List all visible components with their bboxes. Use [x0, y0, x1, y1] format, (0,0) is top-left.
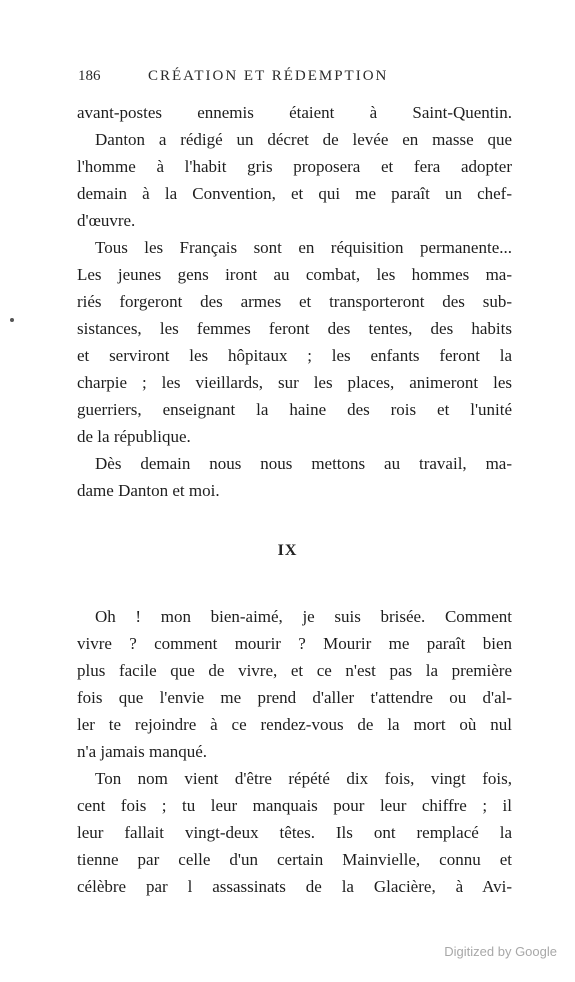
margin-speck: [10, 318, 14, 322]
running-header: [78, 68, 518, 90]
text-line: cent fois ; tu leur manquais pour leur chiffre ; il: [77, 796, 512, 815]
text-line: de la république.: [77, 427, 191, 446]
text-line: fois que l'envie me prend d'aller t'attendre ou d'al-: [77, 688, 512, 707]
text-line: Tous les Français sont en réquisition permanente...: [95, 238, 512, 257]
text-line: célèbre par l assassinats de la Glacière, à Avi-: [77, 877, 512, 896]
text-line: riés forgeront des armes et transporteront des sub-: [77, 292, 512, 311]
text-line: vivre ? comment mourir ? Mourir me paraît bien: [77, 634, 512, 653]
text-line: Oh ! mon bien-aimé, je suis brisée. Comment: [95, 607, 512, 626]
text-line: Ton nom vient d'être répété dix fois, vingt fois,: [95, 769, 512, 788]
page-number: 186: [78, 68, 101, 84]
text-line: plus facile que de vivre, et ce n'est pas la première: [77, 661, 512, 680]
text-line: sistances, les femmes feront des tentes, des habits: [77, 319, 512, 338]
text-line: Les jeunes gens iront au combat, les hommes ma-: [77, 265, 512, 284]
text-line: et serviront les hôpitaux ; les enfants feront la: [77, 346, 512, 365]
text-line: Danton a rédigé un décret de levée en masse que: [95, 130, 512, 149]
text-line: guerriers, enseignant la haine des rois et l'unité: [77, 400, 512, 419]
text-line: leur fallait vingt-deux têtes. Ils ont remplacé la: [77, 823, 512, 842]
text-line: l'homme à l'habit gris proposera et fera adopter: [77, 157, 512, 176]
text-line: charpie ; les vieillards, sur les places, animeront les: [77, 373, 512, 392]
text-line: d'œuvre.: [77, 211, 136, 230]
text-line: dame Danton et moi.: [77, 481, 220, 500]
text-line: Dès demain nous nous mettons au travail, ma-: [95, 454, 512, 473]
running-title: CRÉATION ET RÉDEMPTION: [148, 68, 389, 84]
section-heading: IX: [277, 542, 298, 559]
text-line: demain à la Convention, et qui me paraît un chef-: [77, 184, 512, 203]
text-line: tienne par celle d'un certain Mainvielle, connu et: [77, 850, 512, 869]
digitization-watermark: Digitized by Google: [444, 944, 557, 959]
text-line: n'a jamais manqué.: [77, 742, 208, 761]
text-line: avant-postes ennemis étaient à Saint-Quentin.: [77, 103, 512, 122]
text-line: ler te rejoindre à ce rendez-vous de la mort où nul: [77, 715, 512, 734]
